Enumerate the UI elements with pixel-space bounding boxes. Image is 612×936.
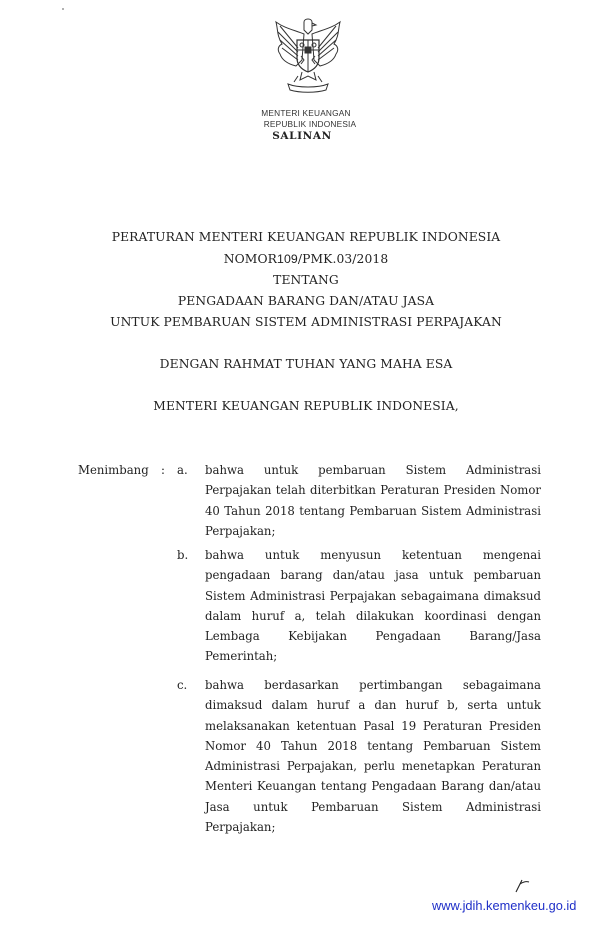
line: Nomor 40 Tahun 2018 tentang Pembaruan Sistem [205, 738, 541, 753]
line: Pemerintah; [205, 649, 278, 664]
line: Menteri Keuangan tentang Pengadaan Barang dan/atau [205, 779, 541, 794]
line: Sistem Administrasi Perpajakan sebagaimana dimaksud [205, 588, 541, 603]
ministry-label-line1: MENTERI KEUANGAN [261, 108, 351, 118]
item-text-a [205, 460, 541, 541]
item-marker-a: a. [177, 463, 188, 477]
garuda-emblem-icon [268, 14, 348, 96]
number-handwritten: 109 [277, 252, 298, 266]
line: Perpajakan; [205, 820, 276, 835]
regulation-number [0, 251, 612, 268]
line: 40 Tahun 2018 tentang Pembaruan Sistem Administrasi [205, 503, 541, 518]
salinan-stamp: SALINAN [272, 130, 332, 142]
menteri-line: MENTERI KEUANGAN REPUBLIK INDONESIA, [153, 399, 459, 413]
regulation-subject-line2: UNTUK PEMBARUAN SISTEM ADMINISTRASI PERPAJAKAN [110, 315, 502, 329]
number-suffix: /PMK.03/2018 [297, 252, 389, 266]
line: Lembaga Kebijakan Pengadaan Barang/Jasa [205, 629, 541, 644]
number-prefix: NOMOR [223, 252, 278, 266]
scan-speck [62, 8, 64, 10]
line: dalam huruf a, telah dilakukan koordinasi dengan [205, 608, 541, 623]
menimbang-label: Menimbang [78, 463, 149, 477]
menimbang-colon: : [161, 463, 165, 477]
item-marker-c: c. [177, 678, 188, 692]
item-marker-b: b. [177, 548, 189, 562]
item-text-b [205, 545, 541, 667]
line: bahwa untuk menyusun ketentuan mengenai [205, 548, 541, 562]
line: Jasa untuk Pembaruan Sistem Administrasi [205, 799, 541, 814]
regulation-title-line1: PERATURAN MENTERI KEUANGAN REPUBLIK INDONESIA [111, 230, 501, 244]
line: bahwa untuk pembaruan Sistem Administrasi [205, 463, 541, 477]
line: dimaksud dalam huruf a dan huruf b, serta untuk [205, 698, 541, 713]
regulation-subject-line1: PENGADAAN BARANG DAN/ATAU JASA [177, 294, 435, 308]
line: pengadaan barang dan/atau jasa untuk pembaruan [205, 568, 541, 583]
rahmat-line: DENGAN RAHMAT TUHAN YANG MAHA ESA [159, 357, 453, 371]
regulation-tentang: TENTANG [273, 273, 339, 287]
line: Perpajakan; [205, 523, 276, 538]
paraf-signature-icon [512, 878, 532, 894]
jdih-website-link[interactable]: www.jdih.kemenkeu.go.id [432, 898, 577, 913]
item-text-c [205, 675, 541, 837]
ministry-label-line2: REPUBLIK INDONESIA [263, 119, 357, 129]
line: bahwa berdasarkan pertimbangan sebagaimana [205, 678, 541, 692]
line: melaksanakan ketentuan Pasal 19 Peraturan Presiden [205, 718, 541, 733]
line: Administrasi Perpajakan, perlu menetapkan Peraturan [205, 759, 541, 774]
line: Perpajakan telah diterbitkan Peraturan Presiden Nomor [205, 483, 541, 498]
